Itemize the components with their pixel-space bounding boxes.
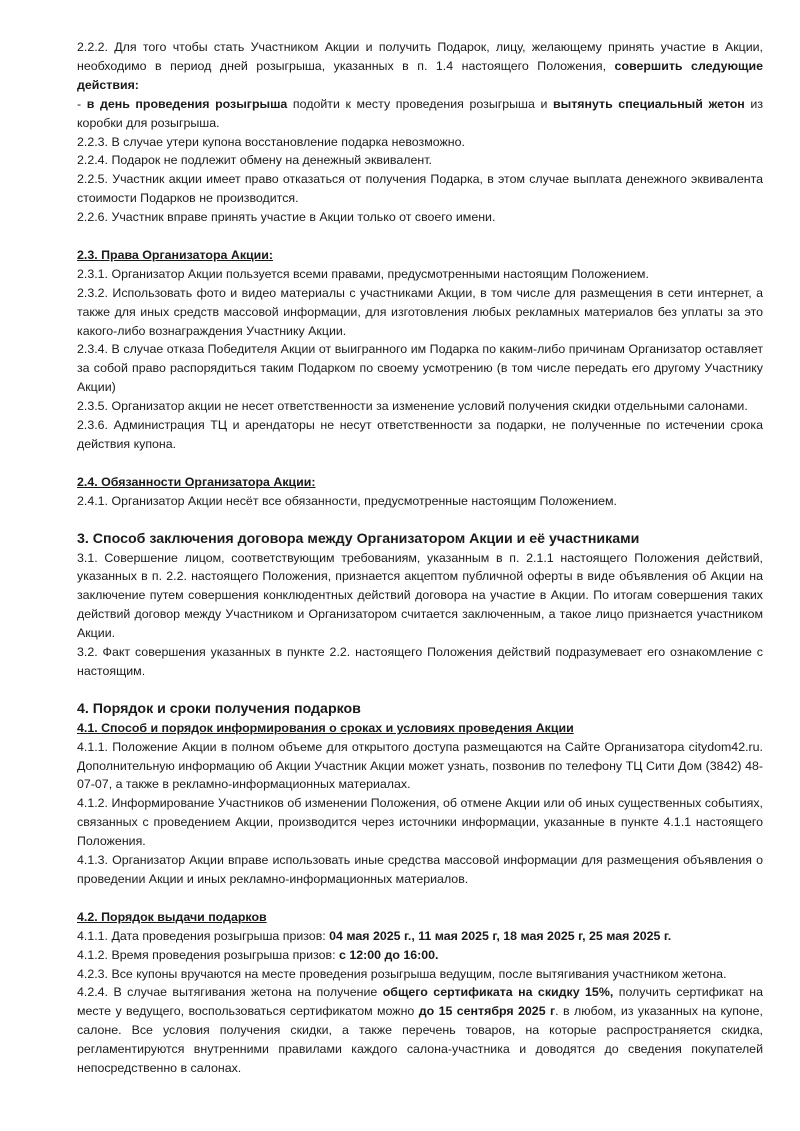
paragraph-2-2-4: 2.2.4. Подарок не подлежит обмену на денежный эквивалент. (77, 153, 432, 168)
paragraph-draw-dates (77, 927, 763, 946)
paragraph-4-2-3: 4.2.3. Все купоны вручаются на месте проведения розыгрыша ведущим, после вытягивания участником жетона. (77, 966, 727, 981)
paragraph-2-3-5: 2.3.5. Организатор акции не несет ответственности за изменение условий получения скидки отдельными салонами. (77, 399, 748, 414)
paragraph-4-1-1: 4.1.1. Положение Акции в полном объеме для открытого доступа размещаются на Сайте Организатора citydom42.ru. Дополнительную информацию об Акции Участник Акции может узнать, позвонив по телефону ТЦ Сити Дом (3842) 48-07-07, а также в рекламно-информационных материалах. (77, 739, 763, 792)
section-heading-2-3: 2.3. Права Организатора Акции: (77, 247, 274, 262)
paragraph-2-2-2-bullet (77, 95, 763, 133)
paragraph-4-2-4 (77, 983, 763, 1078)
paragraph-text: . в любом, из указанных на купоне, салоне. Все условия получения скидки, а также перечень товаров, на которые распространяется скидка, регламентируются внутренними правилами каждого салона-участника и доводятся до сведения покупателей непосредственно в салонах. (77, 1004, 763, 1076)
paragraph-4-1-2: 4.1.2. Информирование Участников об изменении Положения, об отмене Акции или об иных существенных событиях, связанных с проведением Акции, производится через источники информации, указанные в пункте 4.1.1 настоящего Положения. (77, 796, 763, 849)
paragraph-3-2: 3.2. Факт совершения указанных в пункте 2.2. настоящего Положения действий подразумевает его ознакомление с настоящим. (77, 645, 763, 678)
spacer (77, 681, 763, 700)
paragraph-2-3-1: 2.3.1. Организатор Акции пользуется всеми правами, предусмотренными настоящим Положением. (77, 266, 649, 281)
paragraph-2-3-2: 2.3.2. Использовать фото и видео материалы с участниками Акции, в том числе для размещения в сети интернет, а также для иных средств массовой информации, для изготовления любых рекламных материалов без уплаты за это какого-либо вознаграждения Участнику Акции. (77, 285, 763, 338)
paragraph-2-3-6: 2.3.6. Администрация ТЦ и арендаторы не несут ответственности за подарки, не полученные по истечении срока действия купона. (77, 418, 763, 452)
section-heading-4-1: 4.1. Способ и порядок информирования о сроках и условиях проведения Акции (77, 720, 574, 735)
paragraph-draw-time (77, 946, 763, 965)
discount-value: общего сертификата на скидку 15%, (382, 985, 614, 1000)
paragraph-2-3-4: 2.3.4. В случае отказа Победителя Акции от выигранного им Подарка по каким-либо причинам Организатор оставляет за собой право распорядиться таким Подарком по своему усмотрению (в том числе передать его другому Участнику Акции) (77, 342, 763, 395)
paragraph-text: 4.1.2. Время проведения розыгрыша призов: (77, 947, 339, 962)
draw-dates-value: 04 мая 2025 г., 11 мая 2025 г, 18 мая 2025 г, 25 мая 2025 г. (329, 928, 672, 943)
paragraph-2-2-5: 2.2.5. Участник акции имеет право отказаться от получения Подарка, в этом случае выплата денежного эквивалента стоимости Подарков не производится. (77, 172, 763, 206)
spacer (77, 511, 763, 530)
paragraph-2-2-3: 2.2.3. В случае утери купона восстановление подарка невозможно. (77, 134, 465, 149)
draw-time-value: с 12:00 до 16:00. (339, 947, 439, 962)
paragraph-text: из коробки для розыгрыша. (77, 96, 764, 130)
paragraph-3-1: 3.1. Совершение лицом, соответствующим требованиям, указанным в п. 2.1.1 настоящего Положения действий, указанных в п. 2.2. настоящего Положения, признается акцептом публичной оферты в виде объявления об Акции на заключение путем совершения конклюдентных действий договора на участие в Акции. По итогам совершения таких действий договор между Участником и Организатором считается заключенным, а такое лицо признается участником Акции. (77, 550, 763, 641)
paragraph-text: 4.2.4. В случае вытягивания жетона на получение (77, 985, 383, 1000)
paragraph-text: подойти к месту проведения розыгрыша и (287, 96, 553, 111)
bullet-prefix: - (77, 96, 87, 111)
spacer (77, 227, 763, 246)
paragraph-text: 2.2.2. Для того чтобы стать Участником Акции и получить Подарок, лицу, желающему принять участие в Акции, необходимо в период дней розыгрыша, указанных в п. 1.4 настоящего Положения, (77, 40, 763, 73)
document-page (77, 38, 763, 1078)
section-heading-4-2: 4.2. Порядок выдачи подарков (77, 909, 267, 924)
section-heading-2-4: 2.4. Обязанности Организатора Акции: (77, 474, 316, 489)
paragraph-2-2-6: 2.2.6. Участник вправе принять участие в Акции только от своего имени. (77, 210, 496, 225)
section-heading-3: 3. Способ заключения договора между Организатором Акции и её участниками (77, 530, 640, 547)
paragraph-text: 4.1.1. Дата проведения розыгрыша призов: (77, 928, 330, 943)
paragraph-bold-text: в день проведения розыгрыша (86, 96, 288, 111)
paragraph-2-4-1: 2.4.1. Организатор Акции несёт все обязанности, предусмотренные настоящим Положением. (77, 493, 617, 508)
section-heading-4: 4. Порядок и сроки получения подарков (77, 700, 361, 717)
spacer (77, 454, 763, 473)
spacer (77, 889, 763, 908)
paragraph-bold-text: совершить следующие действия: (77, 58, 764, 92)
paragraph-text: получить сертификат на месте у ведущего, воспользоваться сертификатом можно (77, 985, 764, 1019)
paragraph-bold-text: вытянуть специальный жетон (553, 96, 745, 111)
certificate-deadline: до 15 сентября 2025 г (418, 1004, 556, 1019)
paragraph-2-2-2 (77, 38, 763, 95)
paragraph-4-1-3: 4.1.3. Организатор Акции вправе использовать иные средства массовой информации для размещения объявления о проведении Акции и иных рекламно-информационных материалов. (77, 853, 763, 886)
